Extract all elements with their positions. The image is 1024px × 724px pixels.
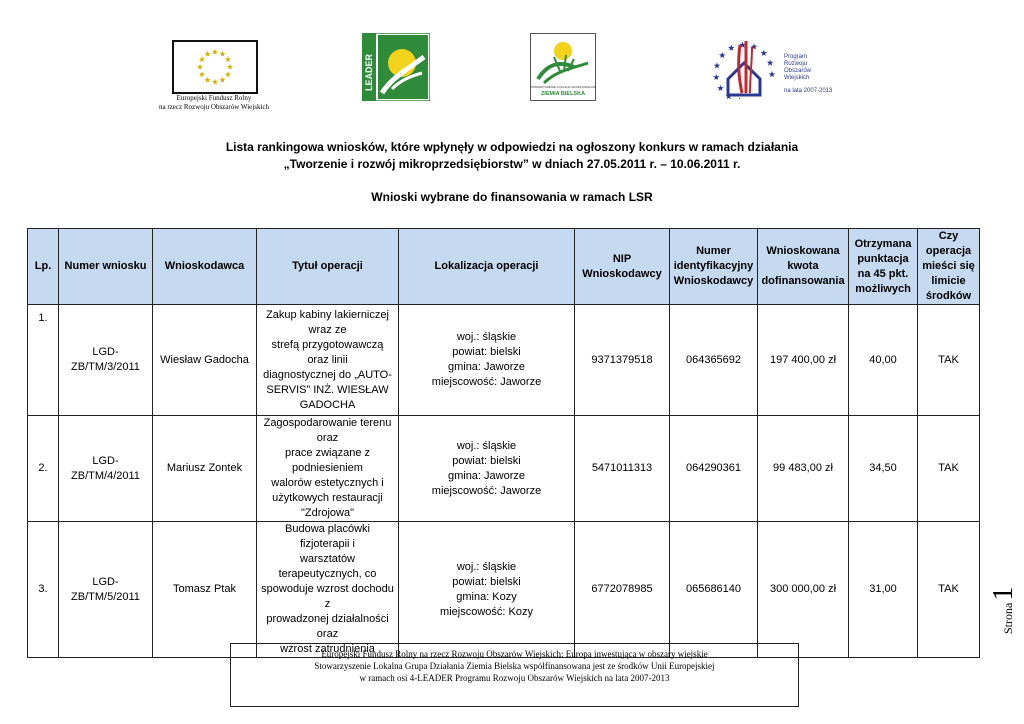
cell-punktacja: 31,00 (849, 522, 918, 658)
cell-line: gmina: Jaworze (447, 361, 526, 373)
cell-line: gmina: Kozy (456, 590, 517, 603)
cell-line: LGD- (92, 346, 119, 358)
cell-line: na 45 pkt. (857, 267, 909, 280)
cell-line: użytkowych restauracji (272, 492, 383, 504)
star-icon (225, 71, 231, 77)
page-number-label (988, 587, 1020, 634)
cell-line: GADOCHA (299, 398, 356, 411)
cell-lp: 3. (28, 522, 59, 658)
star-icon (219, 77, 225, 83)
cell-line: Wnioskowana (766, 245, 840, 257)
star-icon (767, 60, 773, 66)
cell-kwota: 300 000,00 zł (758, 522, 849, 658)
cell-tytul (257, 416, 399, 522)
cell-line: ZB/TM/3/2011 (71, 361, 140, 373)
cell-line: Numer (696, 245, 731, 257)
table-row (28, 305, 980, 416)
cell-line: możliwych (855, 282, 911, 295)
col-header-numer-identyfikacyjny (670, 229, 758, 305)
ranking-table (27, 228, 980, 658)
star-icon (225, 56, 231, 62)
cell-line: walorów estetycznych i (271, 477, 384, 489)
prow-text (784, 54, 811, 82)
cell-line: ZB/TM/4/2011 (71, 469, 140, 482)
eu-caption (158, 94, 270, 112)
eu-stars-icon (174, 42, 256, 92)
cell-line: powiat: bielski (452, 575, 521, 588)
cell-wnioskodawca: Wiesław Gadocha (153, 305, 257, 416)
prow-logo (706, 35, 833, 99)
cell-line: mieści się (922, 260, 975, 272)
cell-line: LGD- (92, 575, 119, 588)
table-row (28, 416, 980, 522)
cell-line: Budowa placówki fizjoterapii i (285, 523, 370, 550)
star-icon (212, 79, 218, 85)
star-icon (204, 51, 210, 57)
cell-nip: 9371379518 (575, 305, 670, 416)
cell-line: Otrzymana (854, 237, 912, 250)
cell-lokalizacja (399, 416, 575, 522)
cell-line: SERVIS” INŻ. WIESŁAW (266, 383, 389, 396)
cell-line: LGD- (92, 454, 119, 467)
zb-small-text: STOWARZYSZENIE LOKALNA GRUPA DZIAŁANIA (530, 85, 596, 89)
page-title-line2: „Tworzenie i rozwój mikroprzedsiębiorstw” w dniach 27.05.2011 r. – 10.06.2011 r. (283, 157, 741, 171)
cell-lp: 2. (28, 416, 59, 522)
cell-line: woj.: śląskie (456, 439, 517, 452)
footer-box (230, 643, 799, 707)
col-header-tytul-operacji (257, 229, 399, 305)
cell-limit: TAK (918, 305, 980, 416)
cell-tytul (257, 305, 399, 416)
cell-numer (59, 522, 153, 658)
star-icon (199, 71, 205, 77)
cell-punktacja: 40,00 (849, 305, 918, 416)
star-icon (204, 77, 210, 83)
cell-nip: 5471011313 (575, 416, 670, 522)
footer-line2: Stowarzyszenie Lokalna Grupa Działania Ziemia Bielska współfinansowana jest ze środków Unii Europejskiej (314, 661, 715, 671)
prow-emblem-icon (706, 35, 784, 99)
cell-wnioskodawca: Mariusz Zontek (153, 416, 257, 522)
col-header-kwota (758, 229, 849, 305)
cell-line: wzrost zatrudnienia (280, 643, 375, 655)
cell-lokalizacja (399, 305, 575, 416)
star-icon (736, 97, 742, 99)
eu-caption-line2: na rzecz Rozwoju Obszarów Wiejskich (159, 103, 269, 111)
cell-line: środków (925, 290, 972, 302)
page-label-number: 1 (988, 586, 1019, 601)
cell-line: Zagospodarowanie terenu oraz (263, 417, 392, 444)
leader-logo (362, 33, 430, 101)
cell-numer-id: 065686140 (670, 522, 758, 658)
ziemia-bielska-logo (530, 33, 596, 101)
leader-text: LEADER (364, 53, 374, 91)
cell-line: Lp. (34, 260, 52, 272)
cell-numer (59, 416, 153, 522)
cell-kwota: 99 483,00 zł (758, 416, 849, 522)
cell-line: punktacja (857, 252, 909, 265)
cell-limit: TAK (918, 416, 980, 522)
prow-line-1: Program (784, 54, 808, 60)
table-header-row (28, 229, 980, 305)
cell-line: Czy (938, 230, 959, 242)
cell-tytul (257, 522, 399, 658)
star-icon (219, 51, 225, 57)
cell-line: Wnioskodawcy (673, 275, 754, 287)
prow-line-4: Wiejskich (784, 75, 810, 81)
cell-line: woj.: śląskie (456, 331, 517, 343)
cell-line: miejscowość: Kozy (440, 605, 533, 618)
cell-line: diagnostycznej do „AUTO- (263, 368, 392, 381)
col-header-nip (575, 229, 670, 305)
cell-line: Lokalizacja operacji (434, 260, 539, 272)
cell-line: miejscowość: Jaworze (431, 376, 542, 388)
eu-caption-line1: Europejski Fundusz Rolny (176, 94, 252, 102)
star-icon (719, 52, 725, 58)
cell-line: Wnioskodawcy (582, 267, 662, 280)
cell-line: woj.: śląskie (456, 560, 517, 573)
star-icon (212, 49, 218, 55)
col-header-wnioskodawca (153, 229, 257, 305)
star-icon (717, 85, 723, 91)
col-header-lokalizacja (399, 229, 575, 305)
prow-line-3: Obszarów (784, 68, 812, 74)
cell-line: dofinansowania (761, 275, 845, 287)
cell-numer-id: 064290361 (670, 416, 758, 522)
cell-line: operacja (925, 245, 972, 257)
cell-lokalizacja (399, 522, 575, 658)
col-header-punktacja (849, 229, 918, 305)
cell-line: powiat: bielski (452, 454, 521, 467)
leader-emblem-icon (362, 33, 430, 101)
ziemia-bielska-emblem-icon (530, 33, 596, 101)
star-icon (761, 50, 767, 56)
footer-line3: w ramach osi 4-LEADER Programu Rozwoju Obszarów Wiejskich na lata 2007-2013 (359, 673, 670, 683)
cell-line: Zakup kabiny lakierniczej wraz ze (266, 308, 389, 336)
star-icon (197, 64, 203, 70)
cell-line: spowoduje wzrost dochodu z (261, 583, 394, 610)
cell-line: Wnioskodawca (164, 260, 245, 272)
cell-limit: TAK (918, 522, 980, 658)
page-subtitle: Wnioski wybrane do finansowania w ramach LSR (371, 190, 653, 204)
col-header-lp (28, 229, 59, 305)
cell-line: powiat: bielski (452, 346, 521, 358)
star-icon (199, 56, 205, 62)
cell-punktacja: 34,50 (849, 416, 918, 522)
cell-line: warsztatów terapeutycznych, co (278, 553, 377, 580)
cell-line: identyfikacyjny (673, 260, 754, 272)
cell-line: ZB/TM/5/2011 (71, 590, 140, 603)
page-label-word: Strona (1001, 602, 1015, 634)
cell-line: Numer wniosku (64, 260, 147, 272)
star-icon (714, 62, 720, 68)
eu-flag (172, 40, 258, 94)
prow-line-2: Rozwoju (784, 61, 808, 67)
cell-wnioskodawca: Tomasz Ptak (153, 522, 257, 658)
star-icon (713, 74, 719, 80)
cell-numer-id: 064365692 (670, 305, 758, 416)
prow-years: na lata 2007-2013 (784, 88, 833, 94)
star-icon (728, 45, 734, 51)
col-header-limit (918, 229, 980, 305)
page-title-line1: Lista rankingowa wniosków, które wpłynęły w odpowiedzi na ogłoszony konkurs w ramach działania (225, 140, 799, 154)
star-icon (769, 71, 775, 77)
cell-numer (59, 305, 153, 416)
cell-kwota: 197 400,00 zł (758, 305, 849, 416)
cell-line: prowadzonej działalności oraz (266, 613, 389, 640)
cell-line: limicie (931, 275, 966, 287)
cell-lp: 1. (28, 305, 59, 416)
cell-line: "Zdrojowa" (300, 507, 355, 519)
eu-flag-logo (158, 40, 270, 112)
table-row (28, 522, 980, 658)
cell-nip: 6772078985 (575, 522, 670, 658)
cell-line: NIP (612, 252, 632, 265)
cell-line: Tytuł operacji (292, 260, 363, 272)
footer-line1: Europejski Fundusz Rolny na rzecz Rozwoju Obszarów Wiejskich: Europa inwestująca w obszary wiejskie (321, 649, 708, 659)
cell-line: gmina: Jaworze (447, 469, 526, 482)
cell-line: strefą przygotowawczą oraz linii (271, 338, 384, 366)
cell-line: miejscowość: Jaworze (431, 484, 542, 497)
cell-line: prace związane z podniesieniem (285, 447, 370, 474)
col-header-numer-wniosku (59, 229, 153, 305)
star-icon (227, 64, 233, 70)
cell-line: kwota (787, 260, 819, 272)
zb-name: ZIEMIA BIELSKA (540, 91, 586, 97)
